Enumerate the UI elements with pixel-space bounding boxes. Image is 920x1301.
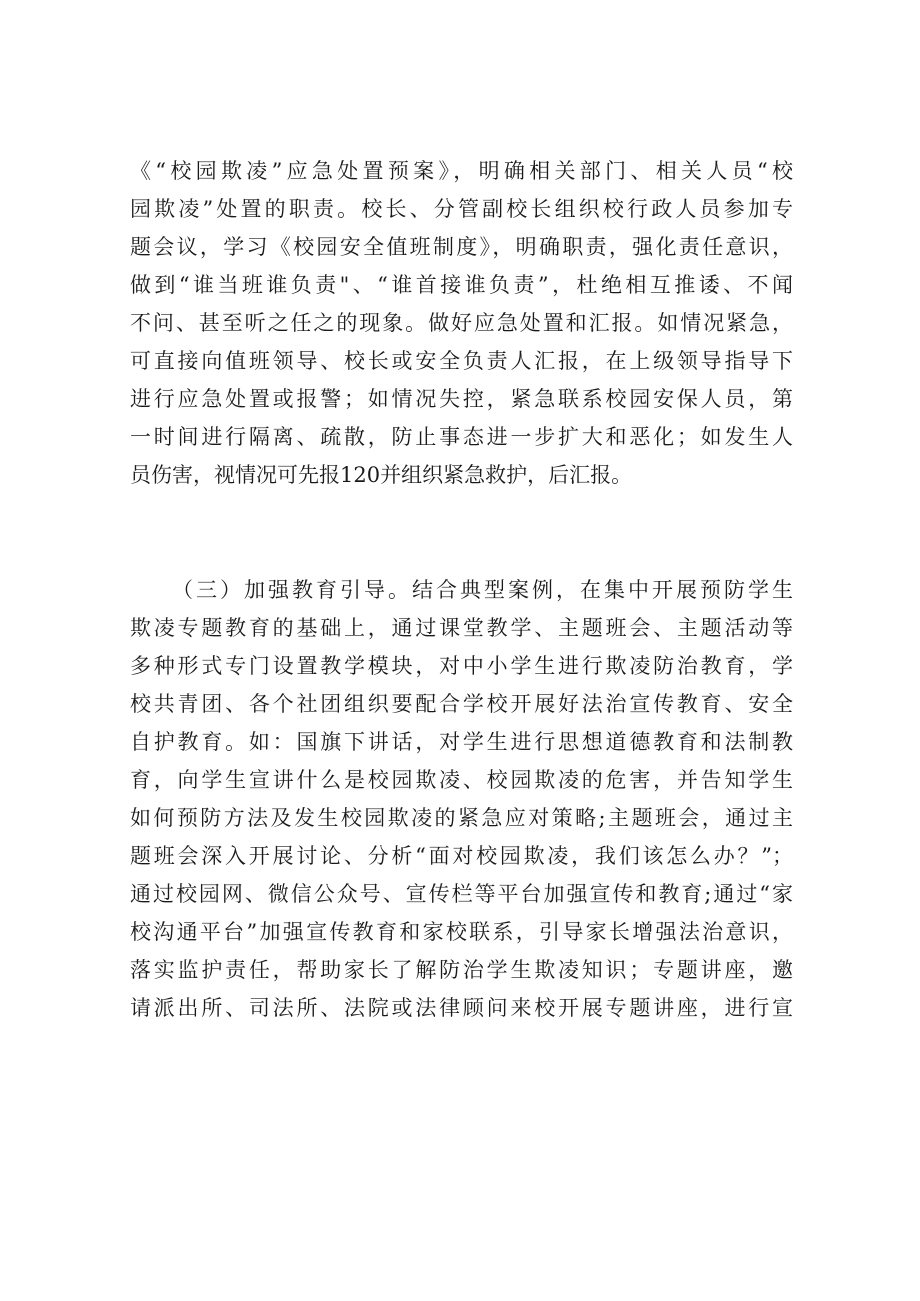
text-line: 进行应急处置或报警；如情况失控，紧急联系校园安保人员，第 [130,387,793,411]
text-line: 员伤害，视情况可先报120并组织紧急救护，后汇报。 [130,463,633,487]
text-line: 育，向学生宣讲什么是校园欺凌、校园欺凌的危害，并告知学生 [130,768,793,792]
text-line: 多种形式专门设置教学模块，对中小学生进行欺凌防治教育，学 [130,654,793,678]
text-line: 题班会深入开展讨论、分析“面对校园欺凌，我们该怎么办？”； [130,844,793,868]
text-line: 如何预防方法及发生校园欺凌的紧急应对策略;主题班会，通过主 [130,806,793,830]
text-line: 做到“谁当班谁负责"、“谁首接谁负责”，杜绝相互推诿、不闻 [130,273,793,297]
text-line: 请派出所、司法所、法院或法律顾问来校开展专题讲座，进行宣 [130,996,793,1020]
paragraph-education-guidance [130,571,793,1027]
text-line: 一时间进行隔离、疏散，防止事态进一步扩大和恶化；如发生人 [130,425,793,449]
text-line: 题会议，学习《校园安全值班制度》，明确职责，强化责任意识， [130,235,793,259]
text-line: 落实监护责任，帮助家长了解防治学生欺凌知识；专题讲座，邀 [130,958,793,982]
text-line: （三）加强教育引导。结合典型案例，在集中开展预防学生 [172,578,793,602]
paragraph-emergency-handling [130,152,793,494]
text-line: 不问、甚至听之任之的现象。做好应急处置和汇报。如情况紧急， [130,311,793,335]
text-line: 自护教育。如：国旗下讲话，对学生进行思想道德教育和法制教 [130,730,793,754]
text-line: 欺凌专题教育的基础上，通过课堂教学、主题班会、主题活动等 [130,616,793,640]
text-line: 校共青团、各个社团组织要配合学校开展好法治宣传教育、安全 [130,692,793,716]
text-line: 《“校园欺凌”应急处置预案》，明确相关部门、相关人员“校 [130,159,793,183]
text-line: 通过校园网、微信公众号、宣传栏等平台加强宣传和教育;通过“家 [130,882,793,906]
text-line: 可直接向值班领导、校长或安全负责人汇报，在上级领导指导下 [130,349,793,373]
text-line: 校沟通平台”加强宣传教育和家校联系，引导家长增强法治意识， [130,920,793,944]
text-line: 园欺凌”处置的职责。校长、分管副校长组织校行政人员参加专 [130,197,793,221]
